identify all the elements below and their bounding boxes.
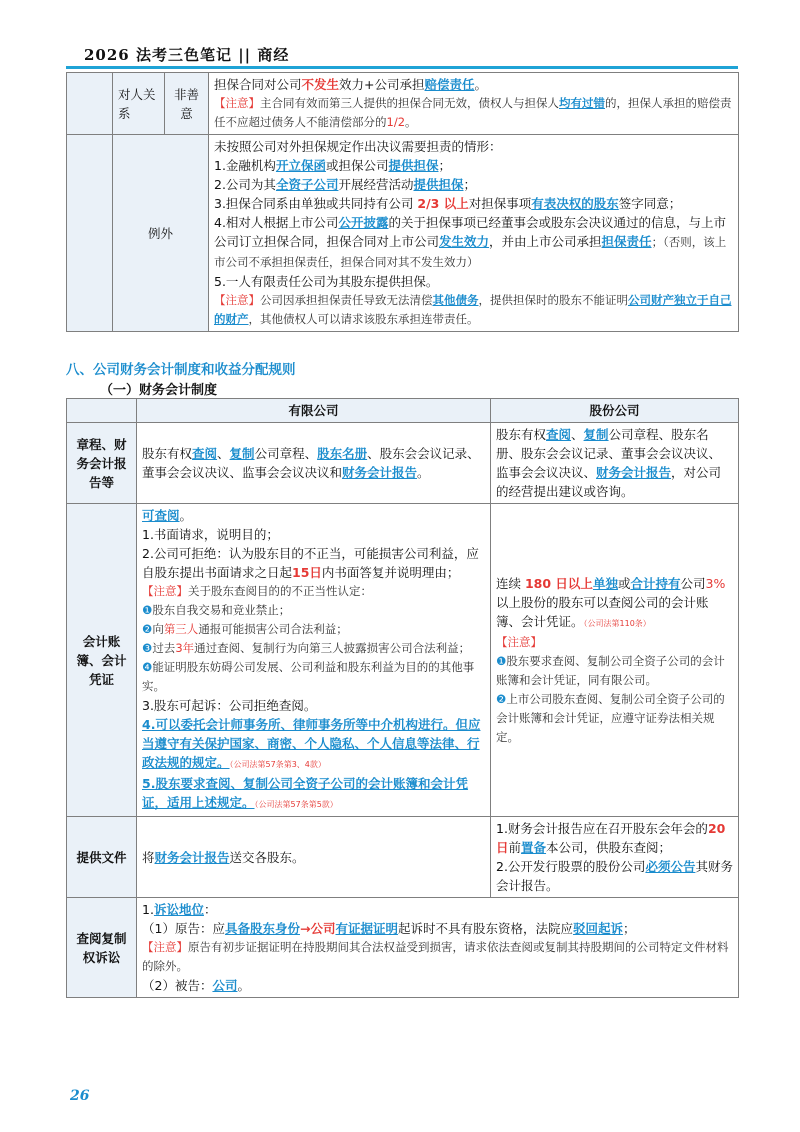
circled-two-icon: ❷ <box>142 622 153 636</box>
section-title: 八、公司财务会计制度和收益分配规则 <box>66 362 296 378</box>
table-row <box>67 817 739 898</box>
row-label-litigation: 查阅复制权诉讼 <box>67 898 137 998</box>
llc-books-cell: 可查阅。 1.书面请求，说明目的； 2.公司可拒绝：认为股东目的不正当，可能损害公司利益，应自股东提出书面请求之日起15日内书面答复并说明理由； 【注意】关于股东查阅目的的不正当性认定： ❶股东自我交易和竞业禁止； ❷向第三人通报可能损害公司合法利益； ❸过去3年通过查阅、复制行为向第三人披露损害公司合法利益； ❹能证明股东妨碍公司发展、公司利益和股东利益为目的的其他事实。 3.股东可起诉：公司拒绝查阅。 4.可以委托会计师事务所、律师事务所等中介机构进行。但应当遵守有关保护国家、商密、个人隐私、个人信息等法律、行政法规的规定。（公司法第57条第3、4款） 5.股东要求查阅、复制公司全资子公司的会计账簿和会计凭证，适用上述规定。（公司法第57条第5款） <box>137 504 491 817</box>
non-good-faith-content: 担保合同对公司不发生效力+公司承担赔偿责任。 【注意】主合同有效而第三人提供的担保合同无效，债权人与担保人均有过错的，担保人承担的赔偿责任不应超过债务人不能清偿部分的1/2。 <box>209 73 739 135</box>
table-row <box>67 898 739 998</box>
litigation-cell: 1.诉讼地位： （1）原告：应具备股东身份→公司有证据证明起诉时不具有股东资格，法院应驳回起诉； 【注意】原告有初步证据证明在持股期间其合法权益受到损害，请求依法查阅或复制其持股期间的公司特定文件材料的除外。 （2）被告：公司。 <box>137 898 739 998</box>
empty-cell <box>67 135 113 332</box>
subsection-title: （一）财务会计制度 <box>100 383 218 398</box>
circled-one-icon: ❶ <box>496 653 507 668</box>
table-row <box>67 504 739 817</box>
page-header <box>66 42 738 70</box>
circled-four-icon: ❹ <box>142 660 153 674</box>
row-label-articles: 章程、财务会计报告等 <box>67 423 137 504</box>
header-title: 2026 法考三色笔记 || 商经 <box>84 46 290 64</box>
page-number: 26 <box>70 1088 90 1104</box>
row-label-books: 会计账簿、会计凭证 <box>67 504 137 817</box>
llc-articles-cell: 股东有权查阅、复制公司章程、股东名册、股东会会议记录、董事会会议决议、监事会会议决议和财务会计报告。 <box>137 423 491 504</box>
guarantee-table <box>66 72 739 332</box>
jsc-books-cell: 连续 180 日以上单独或合计持有公司3%以上股份的股东可以查阅公司的会计账簿、会计凭证。（公司法第110条） 【注意】 ❶股东要求查阅、复制公司全资子公司的会计账簿和会计凭证，同有限公司。 ❷上市公司股东查阅、复制公司全资子公司的会计账簿和会计凭证，应遵守证券法相关规定。 <box>491 504 739 817</box>
jsc-column-header: 股份公司 <box>491 399 739 423</box>
circled-one-icon: ❶ <box>142 603 153 617</box>
llc-column-header: 有限公司 <box>137 399 491 423</box>
table-header-row <box>67 399 739 423</box>
exception-label: 例外 <box>113 135 209 332</box>
jsc-articles-cell: 股东有权查阅、复制公司章程、股东名册、股东会会议记录、董事会会议决议、监事会会议决议、财务会计报告，对公司的经营提出建议或咨询。 <box>491 423 739 504</box>
llc-documents-cell: 将财务会计报告送交各股东。 <box>137 817 491 898</box>
relation-label: 对人关系 <box>113 73 165 135</box>
exception-content: 未按照公司对外担保规定作出决议需要担责的情形： 1.金融机构开立保函或担保公司提供担保； 2.公司为其全资子公司开展经营活动提供担保； 3.担保合同系由单独或共同持有公司 2/3 以上对担保事项有表决权的股东签字同意； 4.相对人根据上市公司公开披露的关于担保事项已经董事会或股东会决议通过的信息，与上市公司订立担保合同，担保合同对上市公司发生效力，并由上市公司承担担保责任；（否则，该上市公司不承担担保责任，担保合同对其不发生效力） 5.一人有限责任公司为其股东提供担保。 【注意】公司因承担担保责任导致无法清偿其他债务，提供担保时的股东不能证明公司财产独立于自己的财产，其他债权人可以请求该股东承担连带责任。 <box>209 135 739 332</box>
header-rule <box>66 66 738 69</box>
table-row <box>67 423 739 504</box>
empty-cell <box>67 73 113 135</box>
empty-header-cell <box>67 399 137 423</box>
row-label-documents: 提供文件 <box>67 817 137 898</box>
table-row <box>67 135 739 332</box>
table-row <box>67 73 739 135</box>
jsc-documents-cell: 1.财务会计报告应在召开股东会年会的20日前置备本公司，供股东查阅； 2.公开发行股票的股份公司必须公告其财务会计报告。 <box>491 817 739 898</box>
accounting-table <box>66 398 739 998</box>
circled-two-icon: ❷ <box>496 691 507 706</box>
circled-three-icon: ❸ <box>142 641 153 655</box>
non-good-faith-label: 非善意 <box>165 73 209 135</box>
